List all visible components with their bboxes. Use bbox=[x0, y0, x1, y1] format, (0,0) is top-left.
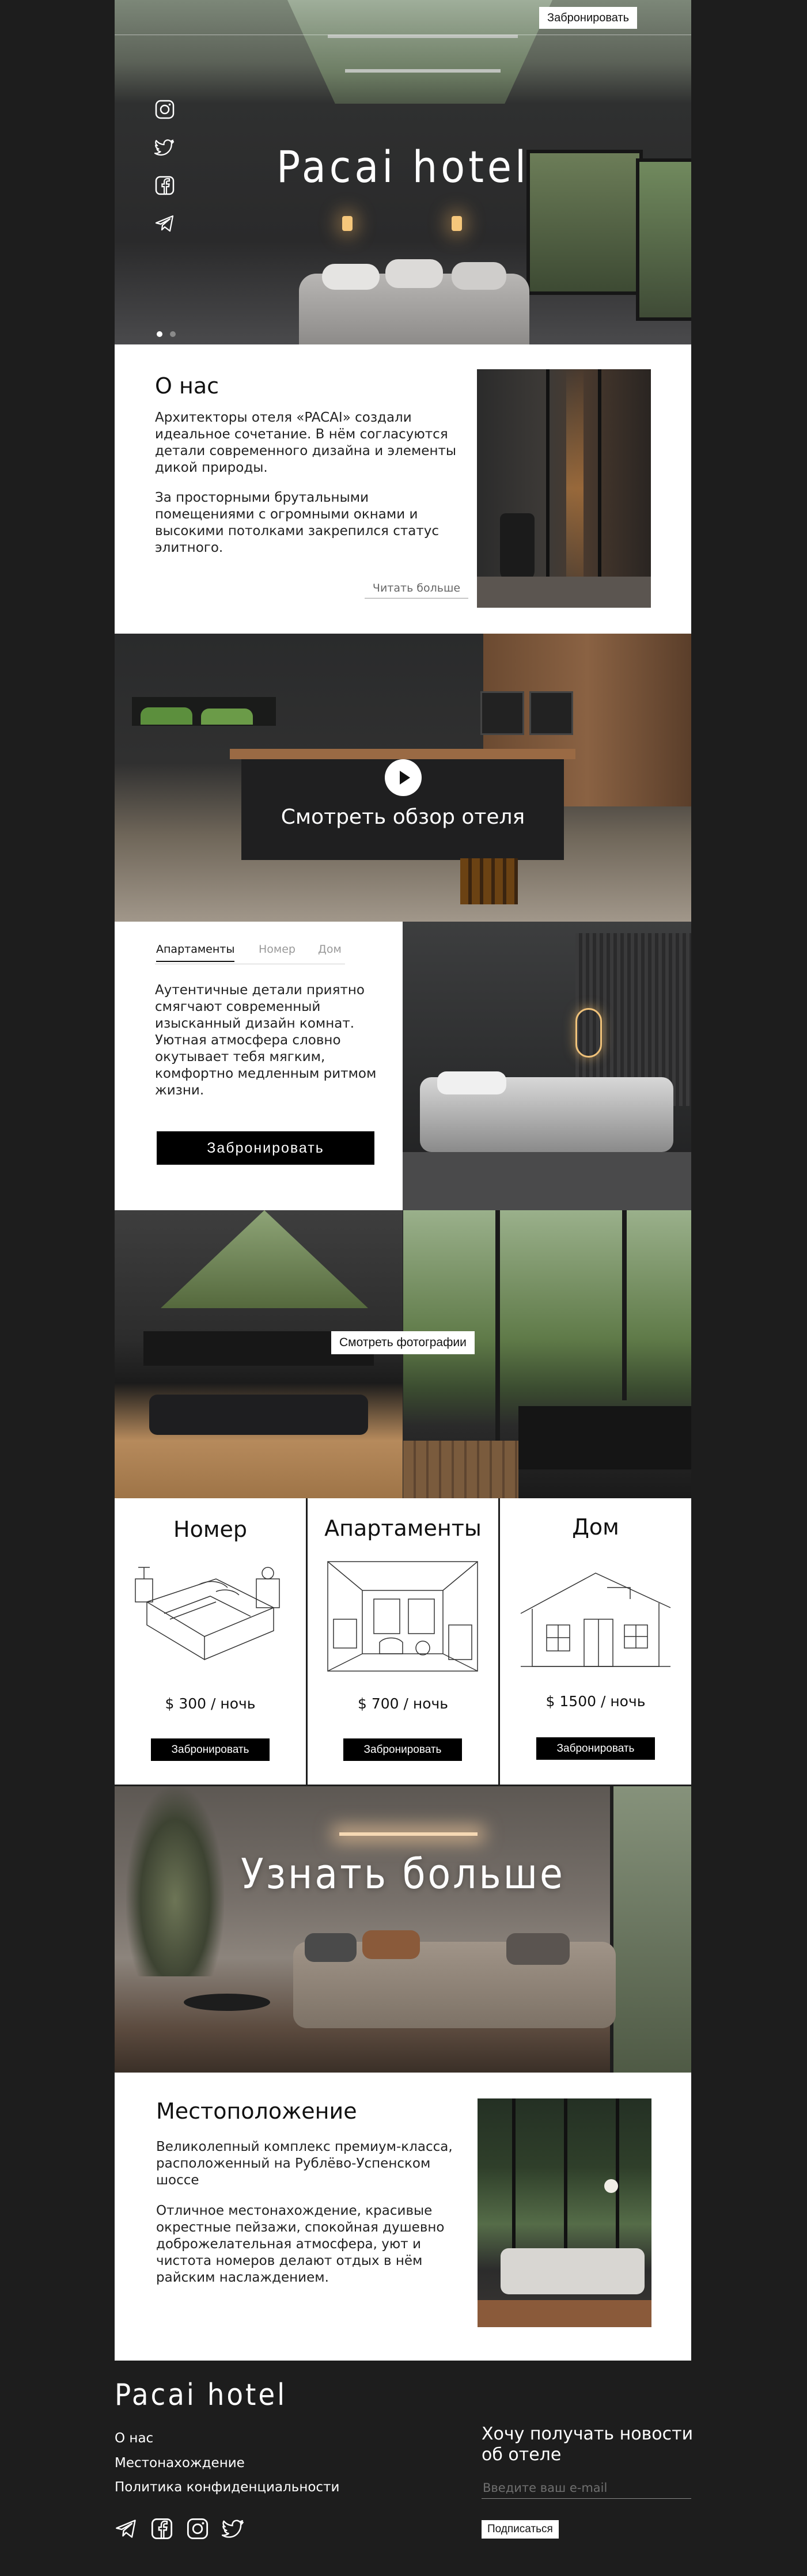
location-photo bbox=[478, 2098, 651, 2327]
gallery-section bbox=[115, 1210, 691, 1498]
rooms-tabs bbox=[155, 943, 345, 964]
instagram-icon[interactable] bbox=[186, 2517, 209, 2540]
newsletter-title: Хочу получать новости об отеле bbox=[482, 2424, 694, 2465]
location-title: Местоположение bbox=[156, 2098, 357, 2124]
tab-room[interactable]: Номер bbox=[259, 943, 295, 956]
subscribe-button[interactable]: Подписаться bbox=[482, 2520, 559, 2539]
video-section[interactable] bbox=[115, 634, 691, 922]
play-icon bbox=[385, 759, 422, 796]
footer-brand[interactable]: Pacai hotel bbox=[115, 2378, 287, 2412]
location-paragraph-1: Великолепный комплекс премиум-класса, расположенный на Рублёво-Успенском шоссе bbox=[156, 2139, 453, 2188]
bathroom-photo bbox=[477, 369, 651, 608]
about-section bbox=[115, 344, 691, 634]
price-value: $ 1500 / ночь bbox=[545, 1693, 646, 1710]
telegram-icon[interactable] bbox=[115, 2517, 138, 2540]
about-title: О нас bbox=[155, 373, 219, 399]
price-book-button-house[interactable]: Забронировать bbox=[536, 1737, 655, 1760]
footer-link-privacy[interactable]: Политика конфиденциальности bbox=[115, 2480, 340, 2495]
learn-more-section[interactable] bbox=[115, 1786, 691, 2073]
price-card-apartments bbox=[308, 1498, 498, 1785]
about-paragraph-1: Архитекторы отеля «PACAI» создали идеальное сочетание. В нём согласуются детали современного дизайна и элементы дикой природы. bbox=[155, 410, 457, 475]
location-paragraph-2: Отличное местонахождение, красивые окрестные пейзажи, спокойная душевно доброжелательная атмосфера, уют и чистота номеров делают отдых в нём райским наслаждением. bbox=[156, 2203, 445, 2285]
rooms-text: Аутентичные детали приятно смягчают современный изысканный дизайн комнат. Уютная атмосфера словно окутывает тебя мягким, комфортно медленным ритмом жизни. bbox=[155, 983, 377, 1098]
house-sketch bbox=[515, 1562, 676, 1677]
tab-apartments[interactable]: Апартаменты bbox=[156, 943, 234, 962]
slider-dots bbox=[157, 328, 176, 339]
slider-dot[interactable] bbox=[170, 331, 176, 337]
bedroom-photo bbox=[403, 922, 691, 1210]
living-room-photo bbox=[115, 1210, 403, 1498]
lounge-photo bbox=[115, 1786, 691, 2073]
twitter-icon[interactable] bbox=[222, 2517, 245, 2540]
rooms-section bbox=[115, 922, 691, 1210]
rooms-book-button[interactable]: Забронировать bbox=[157, 1131, 374, 1165]
bed-sketch bbox=[130, 1562, 291, 1677]
prices-section bbox=[115, 1498, 691, 1785]
footer-link-location[interactable]: Местонахождение bbox=[115, 2456, 245, 2471]
footer bbox=[115, 2361, 694, 2576]
hero-section bbox=[115, 0, 691, 344]
price-value: $ 300 / ночь bbox=[165, 1695, 256, 1712]
tab-house[interactable]: Дом bbox=[318, 943, 342, 956]
price-card-title: Дом bbox=[572, 1514, 619, 1540]
instagram-icon[interactable] bbox=[154, 99, 177, 120]
apartment-sketch bbox=[322, 1556, 483, 1677]
footer-social bbox=[115, 2517, 245, 2540]
about-paragraph-2: За просторными брутальными помещениями с огромными окнами и высокими потолками закрепился статус элитного. bbox=[155, 490, 439, 555]
bath-forest-photo bbox=[403, 1210, 691, 1498]
footer-link-about[interactable]: О нас bbox=[115, 2431, 154, 2446]
view-photos-button[interactable]: Смотреть фотографии bbox=[331, 1331, 475, 1354]
price-card-house bbox=[500, 1498, 691, 1785]
price-card-title: Номер bbox=[173, 1517, 247, 1542]
telegram-icon[interactable] bbox=[154, 213, 177, 234]
price-value: $ 700 / ночь bbox=[357, 1695, 449, 1712]
price-book-button-apartments[interactable]: Забронировать bbox=[343, 1738, 462, 1761]
play-button[interactable] bbox=[385, 759, 422, 796]
price-book-button-room[interactable]: Забронировать bbox=[151, 1738, 270, 1761]
price-card-room bbox=[115, 1498, 306, 1785]
learn-more-label[interactable]: Узнать больше bbox=[241, 1850, 565, 1898]
price-card-title: Апартаменты bbox=[324, 1516, 482, 1541]
hero-book-button[interactable]: Забронировать bbox=[539, 7, 637, 29]
slider-dot-active[interactable] bbox=[157, 331, 162, 337]
location-section bbox=[115, 2073, 691, 2361]
email-input[interactable] bbox=[482, 2477, 691, 2499]
video-label[interactable]: Смотреть обзор отеля bbox=[281, 805, 525, 829]
hero-title: Pacai hotel bbox=[276, 141, 529, 192]
read-more-link[interactable]: Читать больше bbox=[365, 582, 468, 598]
facebook-icon[interactable] bbox=[150, 2517, 173, 2540]
